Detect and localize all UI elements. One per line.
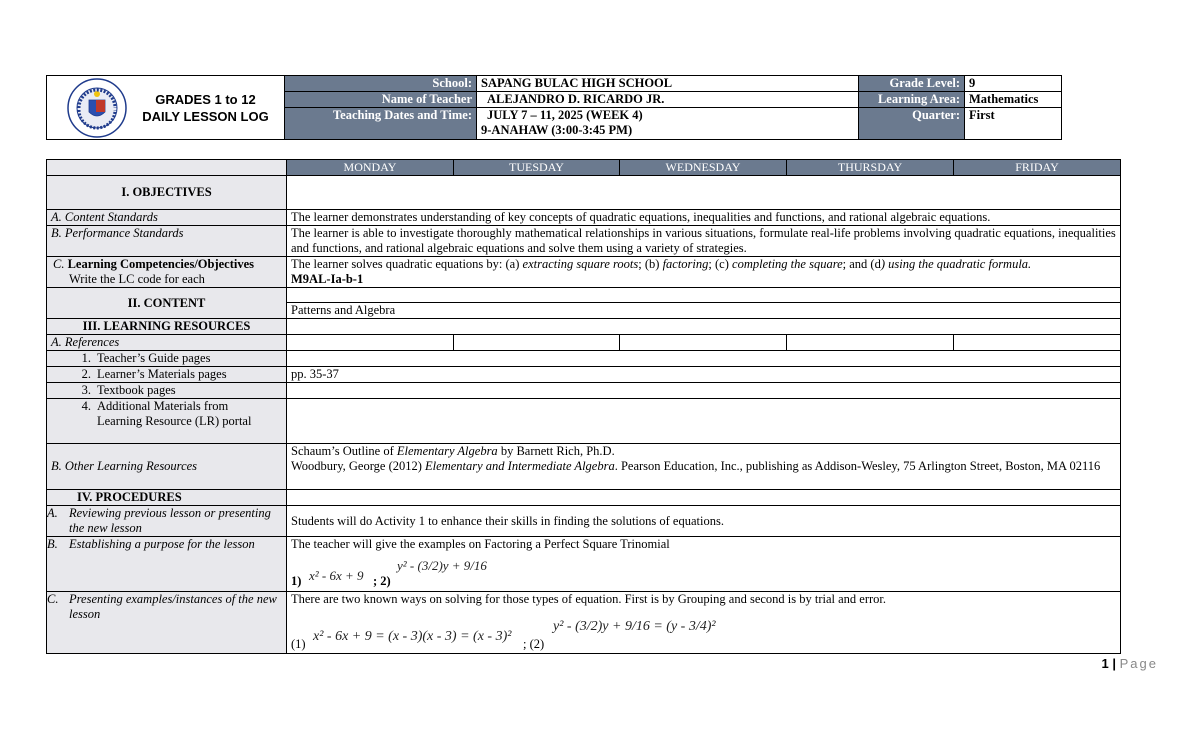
ref-book-title: Elementary Algebra <box>396 444 498 458</box>
resource-item-lm <box>47 367 287 383</box>
lc-text-part: ; (b) <box>638 257 663 271</box>
objectives-heading: I. OBJECTIVES <box>47 176 287 210</box>
example-c2-expression: y² - (3/2)y + 9/16 = (y - 3/4)² <box>553 619 716 634</box>
content-heading: II. CONTENT <box>47 288 287 319</box>
procedure-letter: B. <box>47 537 58 551</box>
lc-method-a: extracting square roots <box>522 257 639 271</box>
resource-item-tg <box>47 351 287 367</box>
example-c-separator: ; (2) <box>523 637 545 651</box>
title-cell <box>47 76 285 140</box>
example-c1-expression: x² - 6x + 9 = (x - 3)(x - 3) = (x - 3)² <box>313 629 512 644</box>
day-header-tuesday: TUESDAY <box>454 160 620 176</box>
content-text: Patterns and Algebra <box>287 303 1121 319</box>
resource-value-lr-portal <box>287 399 1121 444</box>
other-resource-2 <box>291 459 1116 474</box>
ref-text: by Barnett Rich, Ph.D. <box>497 444 615 458</box>
page-footer <box>1102 656 1158 671</box>
other-resources-label: B. Other Learning Resources <box>47 444 287 490</box>
resource-item-label: Additional Materials from Learning Resource (LR) portal <box>97 399 252 428</box>
procedure-c-cell <box>287 592 1121 654</box>
day-header-friday: FRIDAY <box>954 160 1121 176</box>
references-thursday <box>787 335 954 351</box>
content-empty-cell <box>287 288 1121 303</box>
lc-text-part: ; and (d <box>842 257 881 271</box>
day-header-monday: MONDAY <box>287 160 454 176</box>
resources-heading: III. LEARNING RESOURCES <box>47 319 287 335</box>
procedure-letter: A. <box>47 506 58 520</box>
corner-cell <box>47 160 287 176</box>
competencies-label: Learning Competencies/Objectives <box>67 257 255 271</box>
lc-method-c: completing the square <box>732 257 843 271</box>
day-header-thursday: THURSDAY <box>787 160 954 176</box>
area-value: Mathematics <box>965 92 1062 108</box>
grade-value: 9 <box>965 76 1062 92</box>
form-title-line1: GRADES 1 to 12 <box>155 91 256 107</box>
resource-item-num: 3. <box>81 383 91 397</box>
competencies-label-cell <box>47 257 287 288</box>
dates-value: JULY 7 – 11, 2025 (WEEK 4) <box>487 108 643 122</box>
competencies-text-cell <box>287 257 1121 288</box>
references-label: A. References <box>47 335 287 351</box>
teacher-label: Name of Teacher <box>285 92 477 108</box>
dates-cell <box>477 108 859 140</box>
procedure-a-label: Reviewing previous lesson or presenting the new lesson <box>69 506 271 535</box>
procedure-c-label: Presenting examples/instances of the new lesson <box>69 592 277 621</box>
teacher-value: ALEJANDRO D. RICARDO JR. <box>477 92 859 108</box>
form-title-line2: DAILY LESSON LOG <box>142 108 269 124</box>
day-header-wednesday: WEDNESDAY <box>620 160 787 176</box>
quarter-label: Quarter: <box>859 108 965 140</box>
resources-empty-cell <box>287 319 1121 335</box>
procedure-letter: C. <box>47 592 59 606</box>
lc-method-b: factoring <box>662 257 709 271</box>
resource-item-label: Learner’s Materials pages <box>97 367 227 381</box>
resource-item-textbook <box>47 383 287 399</box>
section-time-value: 9-ANAHAW (3:00-3:45 PM) <box>481 123 633 137</box>
lc-code: M9AL-Ia-b-1 <box>291 272 364 286</box>
ref-text: Woodbury, George (2012) <box>291 459 426 473</box>
performance-standards-text: The learner is able to investigate thoroughly mathematical relationships in various situations, formulate real-life problems involving quadratic equations, inequalities and functions, and rational algebraic equations and solve them using a variety of strategies. <box>287 226 1121 257</box>
procedures-heading: IV. PROCEDURES <box>47 490 287 506</box>
procedure-c-text: There are two known ways on solving for those types of equation. First is by Grouping and second is by trial and error. <box>291 592 887 606</box>
ref-text: Schaum’s Outline of <box>291 444 397 458</box>
resource-value-lm: pp. 35-37 <box>287 367 1121 383</box>
references-wednesday <box>620 335 787 351</box>
school-label: School: <box>285 76 477 92</box>
lc-method-d: ) using the quadratic formula. <box>880 257 1032 271</box>
school-value: SAPANG BULAC HIGH SCHOOL <box>477 76 859 92</box>
lesson-log-table <box>46 159 1121 654</box>
resource-item-label: Textbook pages <box>97 383 176 397</box>
other-resource-1 <box>291 444 1116 459</box>
other-resources-cell <box>287 444 1121 490</box>
ref-book-title: Elementary and Intermediate Algebra <box>425 459 615 473</box>
objectives-empty-cell <box>287 176 1121 210</box>
resource-value-tg <box>287 351 1121 367</box>
page-word: Page <box>1119 656 1158 671</box>
competencies-text <box>291 257 1116 272</box>
resource-item-num: 2. <box>81 367 91 381</box>
lc-text-part: ; (c) <box>708 257 733 271</box>
dates-label: Teaching Dates and Time: <box>285 108 477 140</box>
references-tuesday <box>454 335 620 351</box>
header-table <box>46 75 1062 140</box>
example-c1-number: (1) <box>291 637 306 651</box>
grade-label: Grade Level: <box>859 76 965 92</box>
example-1-expression: x² - 6x + 9 <box>309 568 364 583</box>
example-separator: ; 2) <box>373 574 391 588</box>
procedure-a-text: Students will do Activity 1 to enhance their skills in finding the solutions of equations. <box>287 506 1121 537</box>
page-number: 1 <box>1101 656 1109 671</box>
content-standards-text: The learner demonstrates understanding of key concepts of quadratic equations, inequalities and functions, and rational algebraic equations. <box>287 210 1121 226</box>
procedure-c-label-cell <box>47 592 287 654</box>
example-2-expression: y² - (3/2)y + 9/16 <box>397 558 487 573</box>
resource-item-lr-portal <box>47 399 287 444</box>
example-1-number: 1) <box>291 574 302 588</box>
ref-text: . Pearson Education, Inc., publishing as Addison-Wesley, 75 Arlington Street, Boston, MA 02116 <box>614 459 1101 473</box>
competencies-sub: Write the LC code for each <box>69 272 205 286</box>
procedure-b-label-cell <box>47 537 287 592</box>
resource-item-num: 1. <box>81 351 91 365</box>
competencies-prefix: C. <box>53 257 65 271</box>
area-label: Learning Area: <box>859 92 965 108</box>
references-monday <box>287 335 454 351</box>
page-separator: | <box>1108 656 1120 671</box>
resource-item-num: 4. <box>81 399 91 413</box>
quarter-value: First <box>965 108 1062 140</box>
references-friday <box>954 335 1121 351</box>
procedure-c-examples <box>291 607 1116 651</box>
content-standards-label: A. Content Standards <box>47 210 287 226</box>
procedure-b-label: Establishing a purpose for the lesson <box>69 537 255 551</box>
resource-value-textbook <box>287 383 1121 399</box>
performance-standards-label: B. Performance Standards <box>47 226 287 257</box>
deped-seal-icon <box>67 78 127 138</box>
procedure-b-examples <box>291 552 1116 590</box>
procedure-b-cell <box>287 537 1121 592</box>
procedure-b-text: The teacher will give the examples on Factoring a Perfect Square Trinomial <box>291 537 670 551</box>
lc-text-part: The learner solves quadratic equations by: (a) <box>291 257 523 271</box>
resource-item-label: Teacher’s Guide pages <box>97 351 211 365</box>
procedures-empty-cell <box>287 490 1121 506</box>
procedure-a-label-cell <box>47 506 287 537</box>
